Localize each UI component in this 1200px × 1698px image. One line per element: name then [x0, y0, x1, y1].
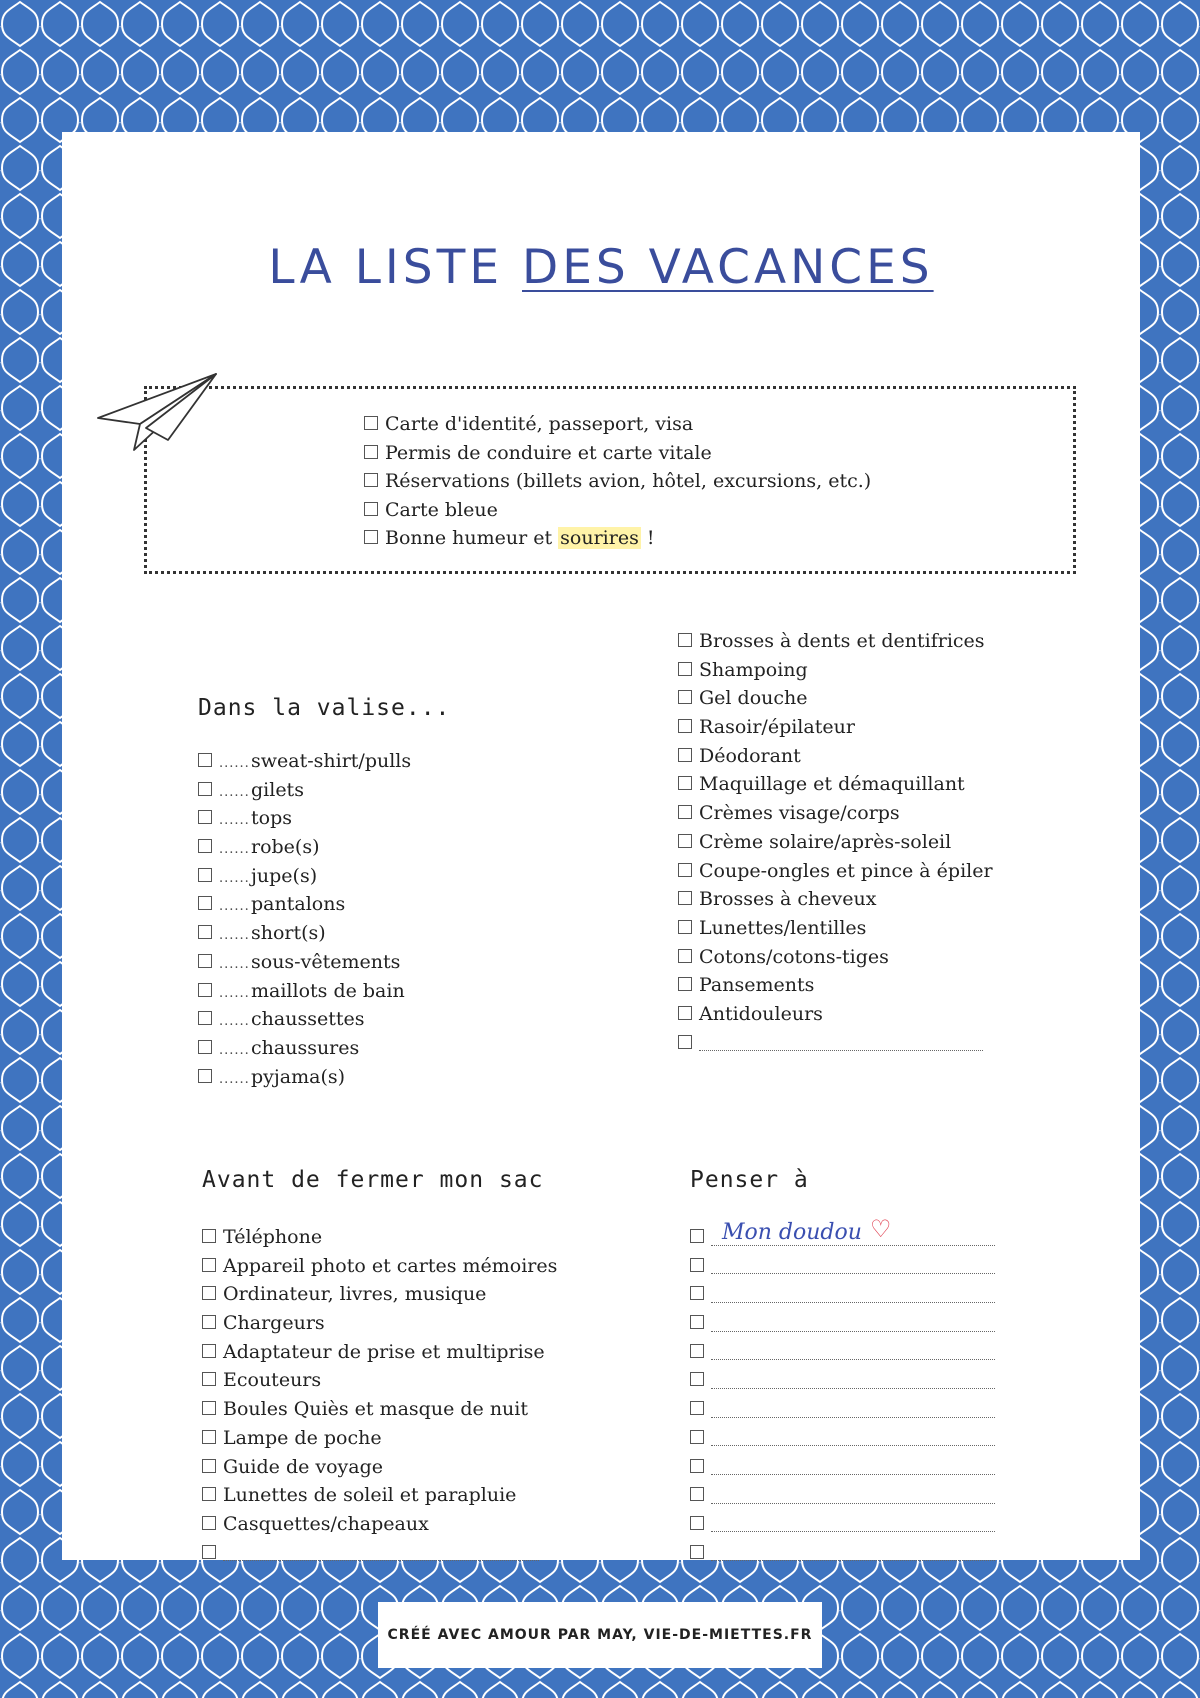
item-label: gilets	[251, 778, 304, 801]
list-item[interactable]	[690, 1309, 995, 1338]
item-label: Permis de conduire et carte vitale	[385, 441, 712, 464]
item-label: jupe(s)	[251, 864, 318, 887]
quantity-dots: ......	[219, 870, 250, 886]
checkbox[interactable]	[198, 753, 212, 767]
checkbox[interactable]	[678, 891, 692, 905]
quantity-dots: ......	[219, 1042, 250, 1058]
list-item[interactable]	[202, 1510, 557, 1539]
list-item[interactable]	[678, 656, 993, 685]
checkbox[interactable]	[678, 920, 692, 934]
checkbox[interactable]	[198, 810, 212, 824]
item-label: chaussures	[251, 1036, 360, 1059]
checkbox[interactable]	[198, 868, 212, 882]
item-label: Pansements	[699, 974, 815, 997]
heart-icon: ♡	[869, 1215, 892, 1243]
item-label: Rasoir/épilateur	[699, 716, 855, 739]
checkbox[interactable]	[690, 1286, 704, 1300]
checkbox[interactable]	[364, 473, 378, 487]
fill-line[interactable]	[711, 1345, 995, 1360]
item-label: Carte d'identité, passeport, visa	[385, 413, 694, 435]
list-item[interactable]	[198, 1005, 450, 1034]
checkbox[interactable]	[690, 1401, 704, 1415]
list-item[interactable]	[198, 776, 450, 805]
penser-section	[690, 1167, 995, 1567]
checkbox[interactable]	[678, 834, 692, 848]
item-label: chaussettes	[251, 1008, 365, 1031]
list-item[interactable]	[690, 1424, 995, 1453]
checkbox[interactable]	[364, 445, 378, 459]
handwritten-text: Mon doudou	[722, 1220, 862, 1245]
penser-heading: Penser à	[690, 1167, 809, 1193]
fill-line[interactable]	[711, 1431, 995, 1446]
list-item[interactable]	[198, 833, 450, 862]
list-item[interactable]	[364, 524, 871, 553]
checkbox[interactable]	[198, 1011, 212, 1025]
list-item[interactable]	[678, 1029, 993, 1058]
list-item[interactable]	[690, 1280, 995, 1309]
list-item[interactable]	[678, 971, 993, 1000]
checkbox[interactable]	[690, 1315, 704, 1329]
item-label: Brosses à cheveux	[699, 888, 877, 911]
avant-section	[202, 1167, 557, 1567]
item-label: Téléphone	[223, 1226, 323, 1248]
checkbox[interactable]	[690, 1430, 704, 1444]
quantity-dots: ......	[219, 928, 250, 944]
valise-list	[198, 747, 450, 1091]
checkbox[interactable]	[690, 1344, 704, 1358]
checkbox[interactable]	[202, 1516, 216, 1530]
checkbox[interactable]	[678, 719, 692, 733]
toiletries-list	[678, 627, 993, 1057]
item-label: robe(s)	[251, 836, 320, 859]
list-item[interactable]	[198, 890, 450, 919]
item-label: Coupe-ongles et pince à épiler	[699, 859, 993, 882]
checkbox[interactable]	[690, 1545, 704, 1559]
checkbox[interactable]	[198, 839, 212, 853]
item-label: Guide de voyage	[223, 1455, 384, 1478]
fill-line[interactable]	[711, 1317, 995, 1332]
list-item[interactable]	[198, 862, 450, 891]
checkbox[interactable]	[198, 983, 212, 997]
list-item[interactable]	[678, 742, 993, 771]
list-item[interactable]	[678, 914, 993, 943]
quantity-dots: ......	[219, 756, 250, 771]
list-item[interactable]	[690, 1481, 995, 1510]
list-item[interactable]	[678, 713, 993, 742]
checkbox[interactable]	[690, 1258, 704, 1272]
item-label: Ecouteurs	[223, 1369, 322, 1392]
checkbox[interactable]	[678, 949, 692, 963]
item-label: Cotons/cotons-tiges	[699, 945, 889, 968]
checkbox[interactable]	[198, 954, 212, 968]
checkbox[interactable]	[678, 977, 692, 991]
list-item[interactable]	[678, 828, 993, 857]
list-item[interactable]	[202, 1338, 557, 1367]
item-label: Réservations (billets avion, hôtel, excursions, etc.)	[385, 470, 872, 492]
item-label: tops	[251, 807, 292, 830]
item-label: Ordinateur, livres, musique	[223, 1283, 487, 1306]
list-item[interactable]	[364, 467, 871, 496]
fill-line[interactable]	[223, 1546, 539, 1561]
highlighted-text: sourires	[560, 527, 639, 549]
checkbox[interactable]	[198, 1040, 212, 1054]
item-label: Crèmes visage/corps	[699, 802, 900, 825]
list-item[interactable]	[690, 1215, 995, 1252]
list-item[interactable]	[202, 1252, 557, 1281]
item-label: Lunettes/lentilles	[699, 916, 867, 939]
valise-heading: Dans la valise...	[198, 695, 451, 721]
fill-line[interactable]	[711, 1546, 995, 1561]
checkbox[interactable]	[678, 748, 692, 762]
list-item[interactable]	[202, 1539, 557, 1568]
item-label: Appareil photo et cartes mémoires	[223, 1254, 558, 1277]
checkbox[interactable]	[678, 805, 692, 819]
checkbox[interactable]	[202, 1487, 216, 1501]
checkbox[interactable]	[678, 776, 692, 790]
fill-line[interactable]	[711, 1460, 995, 1475]
list-item[interactable]	[678, 943, 993, 972]
list-item[interactable]	[198, 919, 450, 948]
checkbox[interactable]	[678, 633, 692, 647]
list-item[interactable]	[198, 1034, 450, 1063]
item-label: maillots de bain	[251, 979, 405, 1002]
list-item[interactable]	[690, 1510, 995, 1539]
quantity-dots: ......	[219, 813, 250, 829]
item-label: Bonne humeur et	[385, 527, 559, 549]
checkbox[interactable]	[678, 690, 692, 704]
checkbox[interactable]	[202, 1401, 216, 1415]
penser-list	[690, 1215, 995, 1567]
checkbox[interactable]	[202, 1459, 216, 1473]
checkbox[interactable]	[678, 1035, 692, 1049]
checkbox[interactable]	[202, 1344, 216, 1358]
checkbox[interactable]	[198, 896, 212, 910]
quantity-dots: ......	[219, 1014, 250, 1030]
title-part1: LA LISTE	[268, 240, 504, 295]
list-item[interactable]	[202, 1395, 557, 1424]
fill-line[interactable]	[711, 1259, 995, 1274]
list-item[interactable]	[690, 1453, 995, 1482]
item-label: pyjama(s)	[251, 1065, 346, 1088]
item-label: Boules Quiès et masque de nuit	[223, 1398, 529, 1421]
item-label: Shampoing	[699, 658, 808, 681]
list-item[interactable]	[198, 948, 450, 977]
list-item[interactable]	[202, 1280, 557, 1309]
checkbox[interactable]	[198, 782, 212, 796]
list-item[interactable]	[198, 1063, 450, 1092]
toiletries-section	[678, 627, 993, 1057]
list-item[interactable]	[690, 1252, 995, 1281]
list-item[interactable]	[202, 1309, 557, 1338]
quantity-dots: ......	[219, 1071, 250, 1087]
list-item[interactable]	[678, 684, 993, 713]
page-title	[62, 240, 1140, 295]
checkbox[interactable]	[198, 925, 212, 939]
item-label: Brosses à dents et dentifrices	[699, 630, 985, 652]
item-label: Casquettes/chapeaux	[223, 1512, 429, 1535]
list-item[interactable]	[364, 410, 871, 439]
quantity-dots: ......	[219, 842, 250, 858]
item-suffix: !	[640, 527, 655, 549]
checklist-sheet	[62, 132, 1140, 1560]
list-item[interactable]	[690, 1539, 995, 1568]
list-item[interactable]	[678, 857, 993, 886]
checkbox[interactable]	[690, 1459, 704, 1473]
list-item[interactable]	[202, 1453, 557, 1482]
checkbox[interactable]	[364, 416, 378, 430]
checkbox[interactable]	[678, 863, 692, 877]
list-item[interactable]	[202, 1481, 557, 1510]
list-item[interactable]	[678, 1000, 993, 1029]
checkbox[interactable]	[202, 1315, 216, 1329]
title-part2: DES VACANCES	[522, 240, 934, 295]
item-label: Chargeurs	[223, 1312, 325, 1335]
avant-list	[202, 1223, 557, 1567]
item-label: Antidouleurs	[699, 1002, 823, 1025]
checkbox[interactable]	[364, 530, 378, 544]
list-item[interactable]	[678, 799, 993, 828]
item-label: Adaptateur de prise et multiprise	[223, 1340, 545, 1363]
checkbox[interactable]	[678, 662, 692, 676]
item-label: short(s)	[251, 922, 326, 945]
quantity-dots: ......	[219, 956, 250, 972]
fill-line[interactable]	[711, 1288, 995, 1303]
checkbox[interactable]	[690, 1516, 704, 1530]
list-item[interactable]	[198, 977, 450, 1006]
checkbox[interactable]	[202, 1430, 216, 1444]
fill-line[interactable]	[711, 1489, 995, 1504]
checkbox[interactable]	[202, 1229, 216, 1243]
fill-line[interactable]	[711, 1403, 995, 1418]
list-item[interactable]	[202, 1366, 557, 1395]
footer-credit: CRÉÉ AVEC AMOUR PAR MAY, VIE-DE-MIETTES.FR	[378, 1602, 822, 1668]
list-item[interactable]	[690, 1366, 995, 1395]
list-item[interactable]	[198, 747, 450, 776]
list-item[interactable]	[364, 439, 871, 468]
item-label: Crème solaire/après-soleil	[699, 830, 952, 853]
checkbox[interactable]	[202, 1258, 216, 1272]
documents-list	[364, 410, 871, 553]
list-item[interactable]	[202, 1424, 557, 1453]
checkbox[interactable]	[690, 1487, 704, 1501]
paper-plane-icon	[94, 370, 220, 456]
item-label: sous-vêtements	[251, 950, 401, 973]
list-item[interactable]	[678, 627, 993, 656]
checkbox[interactable]	[202, 1372, 216, 1386]
fill-line[interactable]	[699, 1036, 983, 1051]
list-item[interactable]	[202, 1223, 557, 1252]
quantity-dots: ......	[219, 784, 250, 800]
fill-line[interactable]	[711, 1517, 995, 1532]
item-label: sweat-shirt/pulls	[251, 750, 412, 772]
checkbox[interactable]	[678, 1006, 692, 1020]
list-item[interactable]	[690, 1338, 995, 1367]
list-item[interactable]	[364, 496, 871, 525]
list-item[interactable]	[198, 804, 450, 833]
fill-line[interactable]	[711, 1374, 995, 1389]
item-label: Maquillage et démaquillant	[699, 773, 965, 796]
item-label: Carte bleue	[385, 498, 498, 521]
item-label: pantalons	[251, 893, 346, 916]
item-label: Déodorant	[699, 744, 801, 767]
item-label: Lampe de poche	[223, 1426, 382, 1449]
valise-section	[198, 695, 450, 1091]
item-label: Lunettes de soleil et parapluie	[223, 1484, 517, 1507]
item-label: Gel douche	[699, 687, 808, 710]
checkbox[interactable]	[690, 1372, 704, 1386]
list-item[interactable]	[678, 770, 993, 799]
list-item[interactable]	[678, 885, 993, 914]
quantity-dots: ......	[219, 899, 250, 915]
handwritten-note	[722, 1215, 892, 1254]
quantity-dots: ......	[219, 985, 250, 1001]
checkbox[interactable]	[364, 502, 378, 516]
avant-heading: Avant de fermer mon sac	[202, 1167, 544, 1193]
checkbox[interactable]	[202, 1545, 216, 1559]
checkbox[interactable]	[198, 1069, 212, 1083]
checkbox[interactable]	[202, 1286, 216, 1300]
list-item[interactable]	[690, 1395, 995, 1424]
checkbox[interactable]	[690, 1229, 704, 1243]
